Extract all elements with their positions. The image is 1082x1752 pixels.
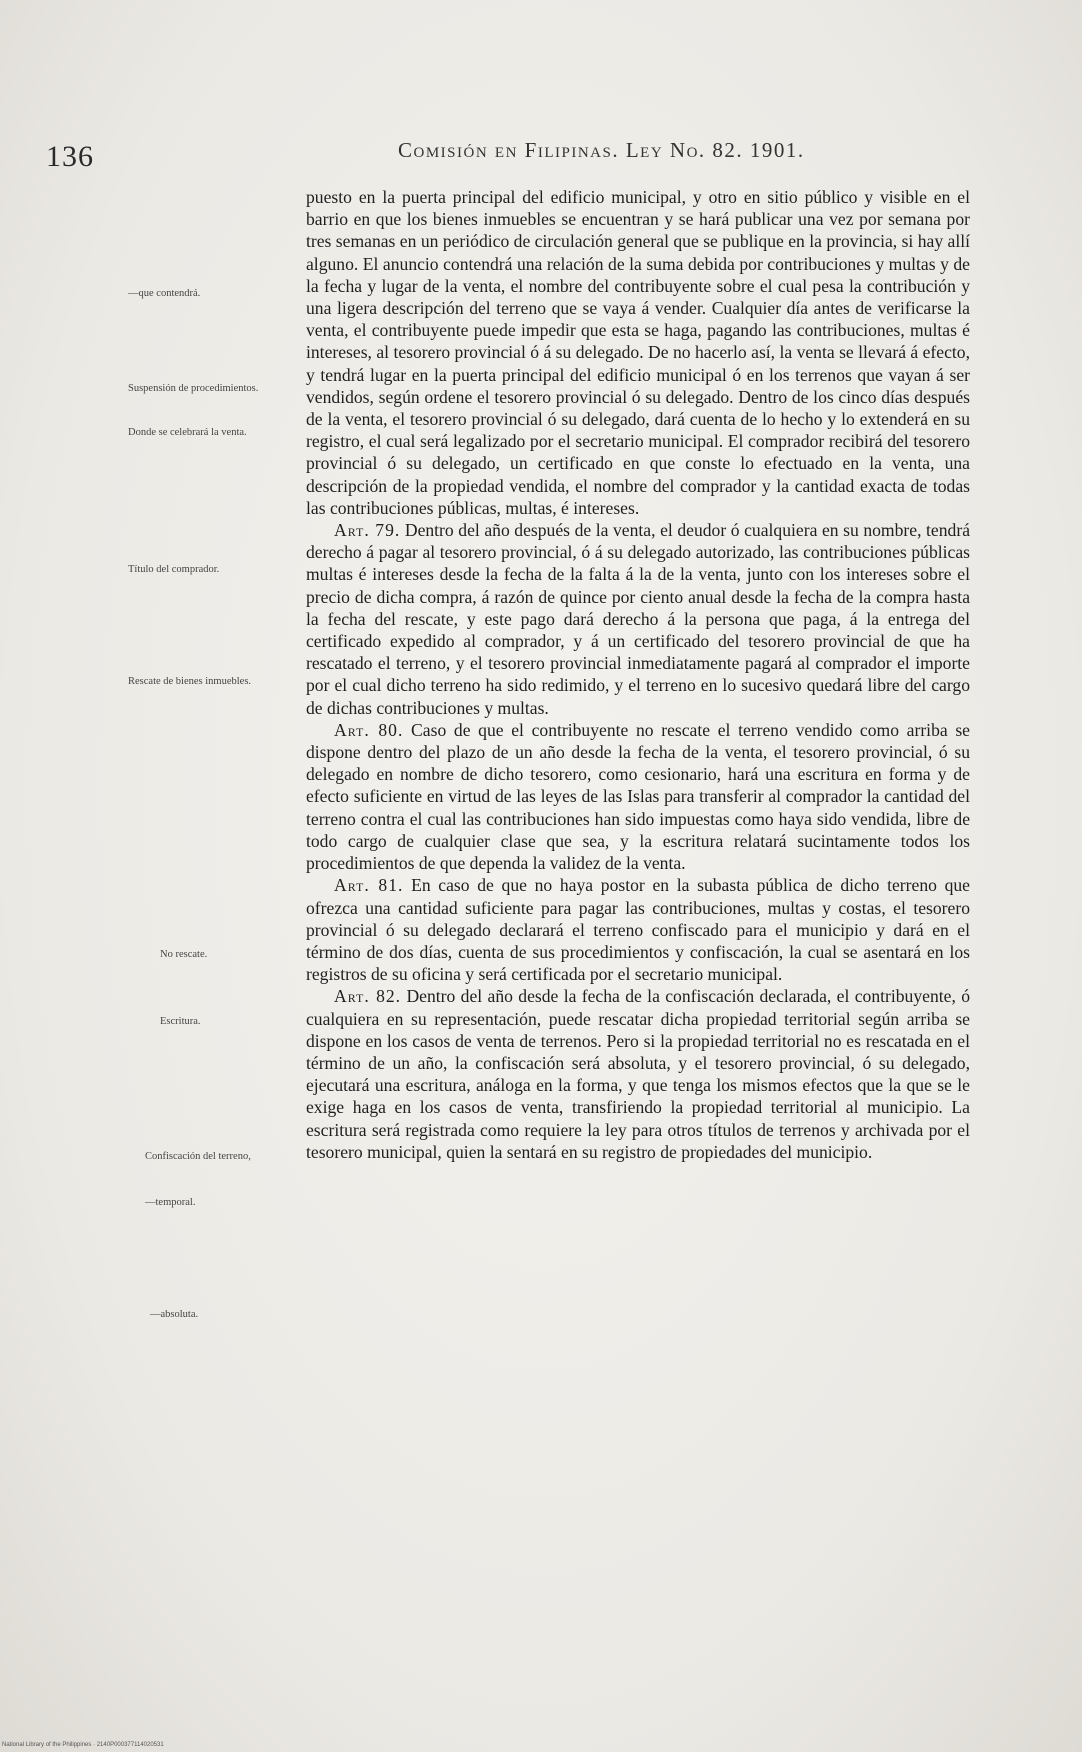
sidenote-que-contendra: —que contendrá. (128, 288, 201, 299)
article-79-label: Art. 79. (334, 520, 401, 541)
article-79 (306, 519, 970, 719)
paragraph-continuation: puesto en la puerta principal del edificio municipal, y otro en sitio público y visible en el barrio en que los bienes inmuebles se encuentran y se hará publicar una vez por semana por tres semanas en un periódico de circulación general que se publique en la provincia, si hay allí alguno. El anuncio contendrá una relación de la suma debida por contribuciones y multas y de la fecha y lugar de la venta, el nombre del contribuyente sobre el cual pesa la contribución y una ligera descripción del terreno que se vaya á vender. Cualquier día antes de verificarse la venta, el contribuyente puede impedir que esta se haga, pagando las contribuciones, multas é intereses, al tesorero provincial ó á su delegado. De no hacerlo así, la venta se llevará á efecto, y tendrá lugar en la puerta principal del edificio municipal ó en los terrenos que vayan á ser vendidos, según ordene el tesorero provincial ó su delegado. Dentro de los cinco días después de la venta, el tesorero provincial ó su delegado, dará cuenta de lo hecho y lo extenderá en su registro, el cual será legalizado por el secretario municipal. El comprador recibirá del tesorero provincial ó su delegado, un certificado en que conste lo efectuado en la venta, una descripción de la propiedad vendida, el nombre del comprador y la cantidad exacta de todas las contribuciones públicas, multas, é intereses. (306, 187, 970, 518)
article-80-label: Art. 80. (334, 719, 404, 740)
sidenote-no-rescate: No rescate. (160, 949, 208, 960)
article-80-text: Caso de que el contribuyente no rescate el terreno vendido como arriba se dispone dentro del plazo de un año desde la fecha de la venta, el tesorero provincial, ó su delegado en nombre de dicho tesorero, como cesionario, hará una escritura en forma y de efecto suficiente en virtud de las leyes de las Islas para transferir al comprador la cantidad del terreno contra el cual las contribuciones han sido impuestas como haya sido vendida, libre de todo cargo de cualquier clase que sea, y la escritura relatará sucintamente todos los procedimientos de que dependa la validez de la venta. (306, 719, 970, 874)
article-82-text: Dentro del año desde la fecha de la confiscación declarada, el contribuyente, ó cualquiera en su representación, puede rescatar dicha propiedad territorial según arriba se dispone en los casos de venta de terrenos. Pero si la propiedad territorial no es rescatada en el término de un año, la confiscación será absoluta, y el tesorero provincial, ó su delegado, ejecutará una escritura, análoga en la forma, y que tenga los mismos efectos que la que se le exige haga en los casos de venta, transfiriendo la propiedad territorial al municipio. La escritura será registrada como requiere la ley para otros títulos de terrenos y archivada por el tesorero municipal, quien la sentará en su registro de propiedades del municipio. (306, 986, 970, 1162)
sidenote-confiscacion: Confiscación del terreno, (145, 1151, 251, 1162)
sidenote-escritura: Escritura. (160, 1016, 201, 1027)
sidenote-temporal: —temporal. (145, 1197, 196, 1208)
body-text (306, 186, 970, 1163)
article-81-label: Art. 81. (334, 875, 404, 896)
page-number: 136 (46, 140, 94, 173)
article-82-label: Art. 82. (334, 986, 402, 1007)
article-82 (306, 985, 970, 1163)
running-title: Comisión en Filipinas. Ley No. 82. 1901. (398, 138, 805, 162)
footer-credit: National Library of the Philippines · 2140P000377114020531 (2, 1742, 164, 1748)
sidenote-titulo-comprador: Título del comprador. (128, 564, 220, 575)
article-81-text: En caso de que no haya postor en la subasta pública de dicho terreno que ofrezca una cantidad suficiente para pagar las contribuciones, multas y costas, el tesorero provincial ó su delegado declarará el terreno confiscado para el municipio y dará en el término de dos días, cuenta de sus procedimientos y confiscación, la cual se asentará en los registros de su oficina y será certificada por el secretario municipal. (306, 875, 970, 985)
sidenote-rescate: Rescate de bienes inmuebles. (128, 676, 252, 687)
sidenote-absoluta: —absoluta. (150, 1309, 199, 1320)
article-79-text: Dentro del año después de la venta, el deudor ó cualquiera en su nombre, tendrá derecho á pagar al tesorero provincial, ó á su delegado autorizado, las contribuciones públicas multas é intereses desde la fecha de la falta á la de la venta, junto con los intereses sobre el precio de dicha compra, á razón de quince por ciento anual desde la fecha de la compra hasta la fecha del rescate, y este pago dará derecho á la persona que paga, á la entrega del certificado expedido al comprador, y á un certificado del tesorero provincial de que ha rescatado el terreno, y el tesorero provincial inmediatamente pagará al comprador el importe por el cual dicho terreno ha sido redimido, y el terreno en lo sucesivo quedará libre del cargo de dichas contribuciones y multas. (306, 520, 971, 718)
article-81 (306, 874, 970, 985)
sidenote-donde-venta: Donde se celebrará la venta. (128, 427, 247, 438)
article-80 (306, 719, 970, 874)
sidenote-suspension: Suspensión de procedimientos. (128, 383, 259, 394)
